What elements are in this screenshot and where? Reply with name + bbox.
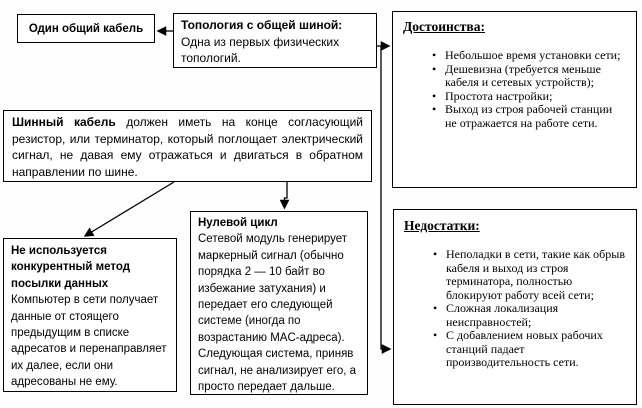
arrow-bus-to-no-contention <box>85 182 174 236</box>
list-item: • Неполадки в сети, такие как обрыв кабеля и выход из строя терминатора, полностью блокируют работу всей сети; <box>404 248 626 302</box>
bus-cable-box <box>3 110 372 182</box>
list-item: • Сложная локализация неисправностей; <box>404 302 626 329</box>
no-contention-box <box>3 238 177 392</box>
zero-cycle-box <box>190 211 368 395</box>
topology-box <box>173 13 377 68</box>
disadvantages-list <box>404 248 626 370</box>
no-contention-box-title: Не используется конкурентный метод посылки данных <box>11 245 131 290</box>
list-item: • Дешевизна (требуется меньше кабеля и сетевых устройств); <box>403 63 626 90</box>
bus-cable-box-lead: Шинный кабель <box>12 115 116 129</box>
disadvantages-title: Недостатки: <box>404 218 480 233</box>
zero-cycle-box-title: Нулевой цикл <box>198 217 278 229</box>
list-item: • Небольшое время установки сети; <box>403 49 626 63</box>
advantages-list <box>403 49 626 130</box>
no-contention-box-body: Компьютер в сети получает данные от стоящего предыдущим в списке адресатов и перенаправляет их далее, если они адресованы не ему. <box>11 294 167 389</box>
arrow-elbow-to-disadvantages <box>381 46 390 349</box>
list-item: • Простота настройки; <box>403 90 626 104</box>
advantages-box <box>392 11 637 188</box>
topology-box-title: Топология с общей шиной: <box>181 18 343 32</box>
bus-cable-box-body: должен иметь на конце согласующий резистор, или терминатор, который поглощает электрический сигнал, не давая ему отражаться и двигаться в обратном направлении по шине. <box>12 115 363 179</box>
topology-box-body: Одна из первых физических топологий. <box>181 34 340 65</box>
advantages-title: Достоинства: <box>403 19 485 34</box>
list-item: • Выход из строя рабочей станции не отражается на работе сети. <box>403 103 626 130</box>
cable-box-label: Один общий кабель <box>28 22 144 35</box>
list-item: • С добавлением новых рабочих станций падает производительность сети. <box>404 329 626 370</box>
disadvantages-box <box>393 209 637 405</box>
arrow-bus-to-zero-cycle <box>285 181 288 208</box>
cable-box <box>17 14 155 43</box>
zero-cycle-box-body: Сетевой модуль генерирует маркерный сигнал (обычно порядка 2 — 10 байт во избежание затухания) и передает его следующей системе (иногда по возрастанию MAC-адреса). Следующая система, приняв сигнал, не анализирует его, а просто передает дальше. <box>198 233 357 394</box>
